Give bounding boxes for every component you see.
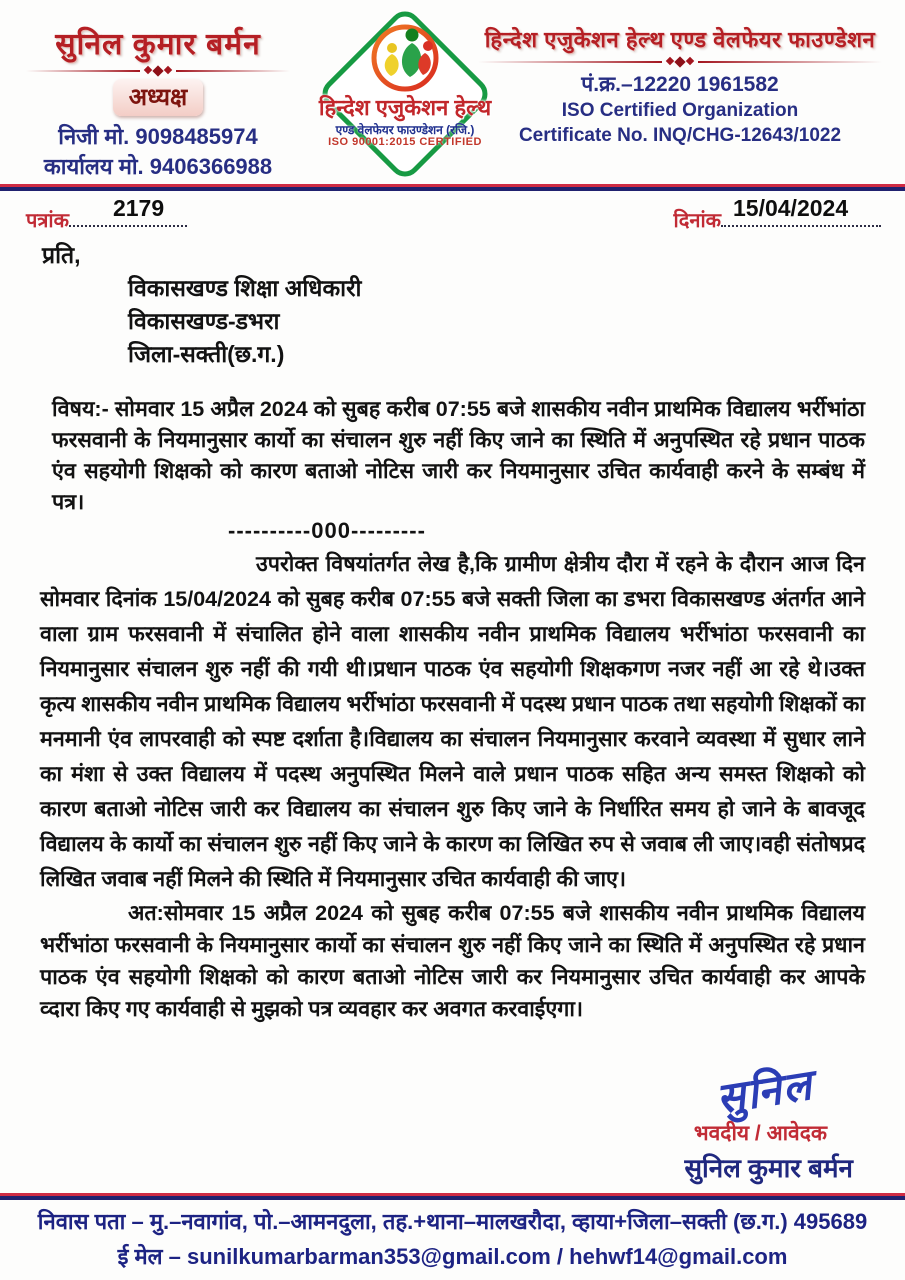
- to-label: प्रति,: [42, 242, 81, 268]
- letterhead: [0, 0, 905, 185]
- recipient-line: विकासखण्ड-डभरा: [128, 308, 280, 334]
- letterhead-right-block: [470, 24, 890, 148]
- date-label: दिनांक: [673, 210, 721, 232]
- letterhead-left-block: [18, 22, 298, 182]
- certificate-number: Certificate No. INQ/CHG-12643/1022: [518, 125, 842, 146]
- date-dotted-line: [721, 195, 881, 227]
- ornament-bar-right: [176, 70, 290, 72]
- email-line: ई मेल – sunilkumarbarman353@gmail.com / hehwf14@gmail.com: [117, 1244, 788, 1269]
- owner-name: सुनिल कुमार बर्मन: [55, 28, 261, 61]
- logo-org-name: हिन्देश एजुकेशन हेल्थ: [318, 95, 492, 120]
- salutation: भवदीय / आवेदक: [693, 1122, 827, 1145]
- recipient-address: [128, 272, 905, 371]
- residence-address: निवास पता – मु.–नवागांव, पो.–आमनदुला, तह.+थाना–मालखरौदा, व्हाया+जिला–सक्ती (छ.ग.) 495689: [37, 1209, 868, 1234]
- office-phone: कार्यालय मो. 9406366988: [43, 154, 273, 179]
- ornament-center-icon: [140, 67, 176, 75]
- recipient-line: जिला-सक्ती(छ.ग.): [128, 341, 285, 367]
- section-separator: ----------000---------: [228, 518, 426, 543]
- ornament-center-icon: [662, 58, 698, 66]
- ornament-divider-icon: [478, 58, 882, 66]
- footer: [0, 1204, 905, 1274]
- letter-number-value: 2179: [112, 195, 165, 221]
- phone-block: [18, 122, 298, 182]
- handwritten-signature: सुनिल: [713, 1060, 817, 1123]
- personal-phone: निजी मो. 9098485974: [58, 124, 258, 149]
- letter-body: [0, 238, 905, 1025]
- divider-navy-line: [0, 1196, 905, 1200]
- subject-paragraph: विषय:- सोमवार 15 अप्रैल 2024 को सुबह करीब 07:55 बजे शासकीय नवीन प्राथमिक विद्यालय भर्रीभांठा फरसवानी के नियमानुसार कार्यो का संचालन शुरु नहीं किए जाने का स्थिति में अनुपस्थित रहे प्रधान पाठक एंव सहयोगी शिक्षको को कारण बताओ नोटिस जारी कर नियमानुसार उचित कार्यवाही करने के सम्बंध में पत्र।: [52, 397, 865, 514]
- closing-block: [493, 1062, 853, 1185]
- date-field: [673, 195, 881, 233]
- letter-number-label: पत्रांक: [26, 210, 69, 232]
- ornament-bar-left: [478, 61, 662, 63]
- letter-number-field: [26, 195, 187, 233]
- ornament-bar-left: [26, 70, 140, 72]
- ornament-divider-icon: [26, 67, 290, 75]
- logo-org-subtitle: एण्ड वेलफेयर फाउण्डेशन (रजि.): [335, 123, 475, 137]
- footer-divider: [0, 1193, 905, 1200]
- iso-certified-line: ISO Certified Organization: [561, 100, 799, 121]
- organization-name: हिन्देश एजुकेशन हेल्थ एण्ड वेलफेयर फाउण्डेशन: [484, 27, 876, 52]
- body-paragraph-1: उपरोक्त विषयांतर्गत लेख है,कि ग्रामीण क्षेत्रीय दौरा में रहने के दौरान आज दिन सोमवार दिनांक 15/04/2024 को सुबह करीब 07:55 बजे सक्ती जिला का डभरा विकासखण्ड अंतर्गत आने वाला ग्राम फरसवानी में संचालित होने वाला शासकीय नवीन प्राथमिक विद्यालय भर्रीभांठा फरसवानी का नियमानुसार संचालन शुरु नहीं की गयी थी।प्रधान पाठक एंव सहयोगी शिक्षकगण नजर नहीं आ रहे थे।उक्त कृत्य शासकीय नवीन प्राथमिक विद्यालय भर्रीभांठा फरसवानी में पदस्थ प्रधान पाठक तथा सहयोगी शिक्षकों का मनमानी एंव लापरवाही को स्पष्ट दर्शाता है।विद्यालय का संचालन नियमानुसार करवाने व्यवस्था में सुधार लाने का मंशा से उक्त विद्यालय में पदस्थ अनुपस्थित मिलने वाले प्रधान पाठक सहित अन्य समस्त शिक्षको को कारण बताओ नोटिस जारी कर विद्यालय का संचालन शुरु किए जाने के निर्धारित समय हो जाने के बावजूद विद्यालय के कार्यो का संचालन शुरु नहीं किए जाने के कारण का लिखित रुप से जवाब ली जाए।वही संतोषप्रद लिखित जवाब नहीं मिलने की स्थिति में नियमानुसार उचित कार्यवाही की जाए।: [40, 552, 865, 891]
- logo-iso-certified: ISO 90001:2015 CERTIFIED: [328, 136, 482, 148]
- letter-number-dotted-line: [69, 195, 187, 227]
- letter-meta-row: [0, 196, 905, 238]
- sender-name: सुनिल कुमार बर्मन: [684, 1153, 853, 1183]
- header-divider: [0, 184, 905, 191]
- ornament-bar-right: [698, 61, 882, 63]
- divider-navy-line: [0, 187, 905, 191]
- role-badge: अध्यक्ष: [113, 79, 204, 116]
- recipient-line: विकासखण्ड शिक्षा अधिकारी: [128, 275, 362, 301]
- body-paragraph-2: अत:सोमवार 15 अप्रैल 2024 को सुबह करीब 07:55 बजे शासकीय नवीन प्राथमिक विद्यालय भर्रीभांठा फरसवानी के नियमानुसार कार्यो का संचालन शुरु नहीं किए जाने का स्थिति में अनुपस्थित रहे प्रधान पाठक एंव सहयोगी शिक्षको को कारण बताओ नोटिस जारी कर नियमानुसार उचित कार्यवाही कर आपके व्दारा किए गए कार्यवाही से मुझको पत्र व्यवहार कर अवगत करवाईएगा।: [40, 901, 865, 1021]
- date-value: 15/04/2024: [733, 195, 849, 221]
- registration-number: पं.क्र.–12220 1961582: [581, 73, 779, 96]
- logo-people-icon: [369, 22, 441, 99]
